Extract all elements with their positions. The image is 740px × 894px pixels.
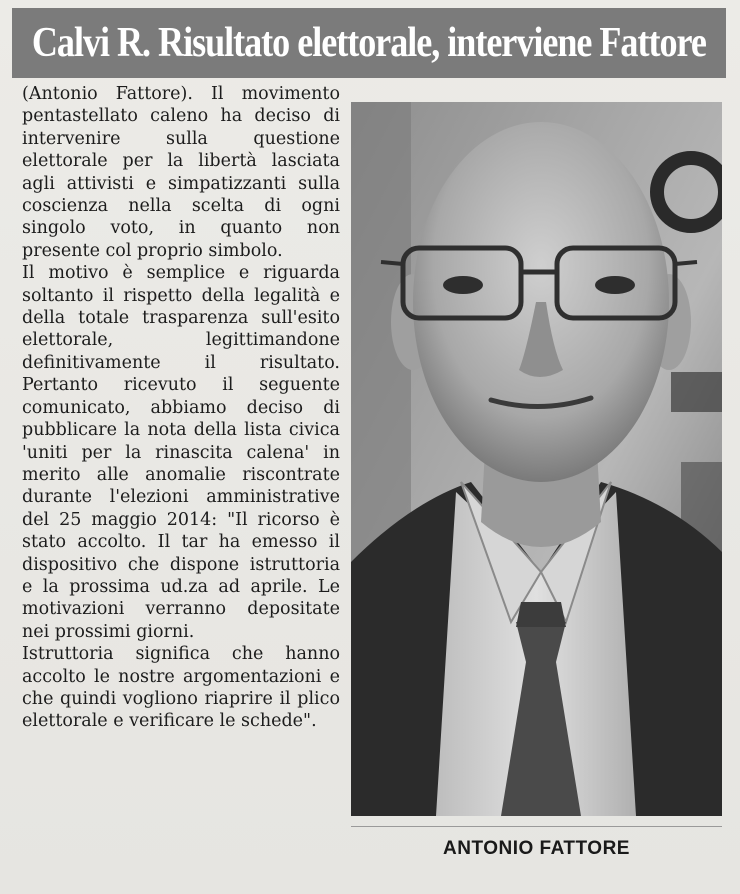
portrait-illustration [351,102,722,816]
headline-band [12,8,726,78]
article-paragraph-3: Istruttoria significa che hanno accolto le nostre argomentazioni e che quindi vogliono riaprire il plico elettorale e verificare le schede". [22,644,340,732]
caption-divider [351,826,722,827]
photo-caption: ANTONIO FATTORE [443,838,630,859]
headline: Calvi R. Risultato elettorale, interviene Fattore [32,20,706,66]
article-body [22,83,340,733]
article-paragraph-2: Il motivo è semplice e riguarda soltanto il rispetto della legalità e della totale trasparenza sull'esito elettorale, legittimandone definitivamente il risultato. Pertanto ricevuto il seguente comunicato, abbiamo deciso di pubblicare la nota della lista civica 'uniti per la rinascita calena' in merito alle anomalie riscontrate durante l'elezioni amministrative del 25 maggio 2014: "Il ricorso è stato accolto. Il tar ha emesso il dispositivo che dispone istruttoria e la prossima ud.za ad aprile. Le motivazioni verranno depositate nei prossimi giorni. [22,263,340,642]
article-paragraph-1: (Antonio Fattore). Il movimento pentastellato caleno ha deciso di intervenire sulla questione elettorale per la libertà lasciata agli attivisti e simpatizzanti sulla coscienza nella scelta di ogni singolo voto, in quanto non presente col proprio simbolo. [22,84,340,261]
portrait-photo [351,102,722,816]
